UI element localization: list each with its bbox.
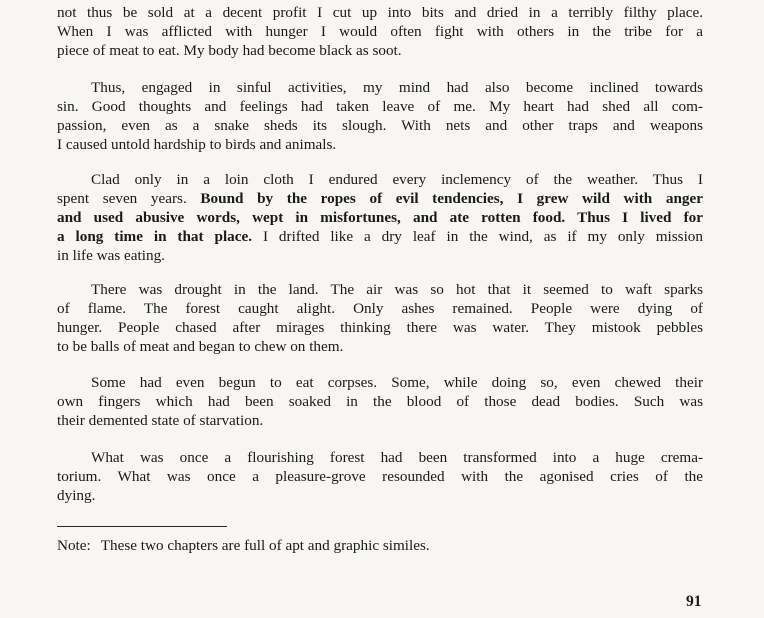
text-line: passion, even as a snake sheds its slough. With nets and other traps and weapons: [57, 117, 703, 134]
text-line: torium. What was once a pleasure-grove resounded with the agonised cries of the: [57, 468, 703, 485]
text-line: piece of meat to eat. My body had become black as soot.: [57, 42, 402, 59]
text-line: When I was afflicted with hunger I would often fight with others in the tribe for a: [57, 23, 703, 40]
page-number: 91: [686, 593, 702, 610]
text-line: in life was eating.: [57, 247, 165, 264]
text-line: There was drought in the land. The air was so hot that it seemed to waft sparks: [91, 281, 703, 298]
text-line: to be balls of meat and began to chew on them.: [57, 338, 344, 355]
text-line: their demented state of starvation.: [57, 412, 264, 429]
text-line: of flame. The forest caught alight. Only ashes remained. People were dying of: [57, 300, 703, 317]
text-line: Thus, engaged in sinful activities, my mind had also become inclined towards: [91, 79, 703, 96]
text-line: sin. Good thoughts and feelings had taken leave of me. My heart had shed all com-: [57, 98, 703, 115]
text-span: spent seven years.: [57, 190, 201, 207]
text-line: hunger. People chased after mirages thinking there was water. They mistook pebbles: [57, 319, 703, 336]
footnote-text: These two chapters are full of apt and graphic similes.: [100, 537, 430, 554]
text-line: I caused untold hardship to birds and animals.: [57, 136, 337, 153]
bold-text-span: a long time in that place.: [57, 228, 253, 245]
footnote: [57, 536, 430, 555]
text-line: Some had even begun to eat corpses. Some, while doing so, even chewed their: [91, 374, 703, 391]
text-line: [57, 227, 703, 246]
text-line: own fingers which had been soaked in the blood of those dead bodies. Such was: [57, 393, 703, 410]
text-line: [57, 189, 703, 208]
text-span: I drifted like a dry leaf in the wind, as if my only mission: [252, 228, 703, 245]
text-line: and used abusive words, wept in misfortunes, and ate rotten food. Thus I lived for: [57, 209, 703, 226]
text-line: dying.: [57, 487, 96, 504]
text-line: What was once a flourishing forest had been transformed into a huge crema-: [91, 449, 703, 466]
text-line: Clad only in a loin cloth I endured every inclemency of the weather. Thus I: [91, 171, 703, 188]
text-line: not thus be sold at a decent profit I cut up into bits and dried in a terribly filthy place.: [57, 4, 703, 21]
footnote-rule: [57, 526, 227, 527]
bold-text-span: Bound by the ropes of evil tendencies, I grew wild with anger: [200, 190, 704, 207]
footnote-label: Note:: [57, 537, 91, 554]
